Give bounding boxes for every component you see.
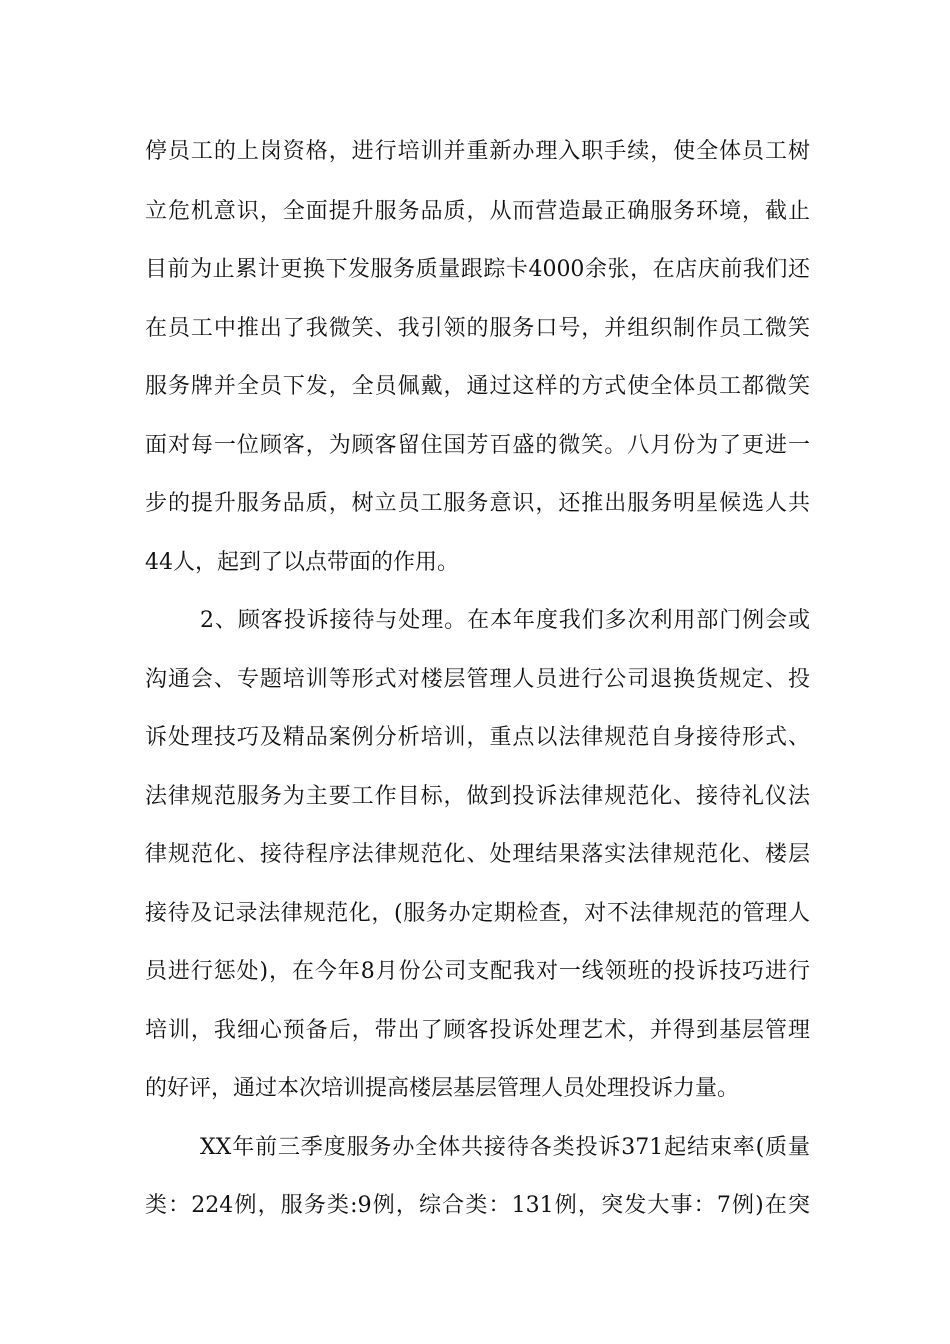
paragraph-1-line-2: 立危机意识，全面提升服务品质，从而营造最正确服务环境，截止 [145, 199, 810, 224]
paragraph-2-line-8: 培训，我细心预备后，带出了顾客投诉处理艺术，并得到基层管理 [145, 1018, 810, 1043]
paragraph-3-line-2: 类：224例，服务类:9例，综合类：131例，突发大事：7例)在突 [145, 1193, 810, 1218]
paragraph-1-line-4: 在员工中推出了我微笑、我引领的服务口号，并组织制作员工微笑 [145, 316, 810, 341]
paragraph-2-line-2: 沟通会、专题培训等形式对楼层管理人员进行公司退换货规定、投 [145, 667, 810, 692]
paragraph-2-line-5: 律规范化、接待程序法律规范化、处理结果落实法律规范化、楼层 [145, 842, 810, 867]
paragraph-2-line-9: 的好评，通过本次培训提高楼层基层管理人员处理投诉力量。 [145, 1076, 740, 1101]
paragraph-2-line-3: 诉处理技巧及精品案例分析培训，重点以法律规范自身接待形式、 [145, 725, 810, 750]
paragraph-1-line-8: 44人，起到了以点带面的作用。 [145, 550, 459, 575]
paragraph-1-line-5: 服务牌并全员下发，全员佩戴，通过这样的方式使全体员工都微笑 [145, 374, 810, 399]
paragraph-2-line-7: 员进行惩处)，在今年8月份公司支配我对一线领班的投诉技巧进行 [145, 959, 810, 984]
paragraph-2-line-4: 法律规范服务为主要工作目标，做到投诉法律规范化、接待礼仪法 [145, 784, 810, 809]
paragraph-3-line-1: XX年前三季度服务办全体共接待各类投诉371起结束率(质量 [200, 1135, 810, 1160]
paragraph-1-line-6: 面对每一位顾客，为顾客留住国芳百盛的微笑。八月份为了更进一 [145, 433, 810, 458]
paragraph-1-line-3: 目前为止累计更换下发服务质量跟踪卡4000余张，在店庆前我们还 [145, 257, 810, 282]
paragraph-1-line-1: 停员工的上岗资格，进行培训并重新办理入职手续，使全体员工树 [145, 139, 810, 164]
paragraph-2-line-6: 接待及记录法律规范化，(服务办定期检查，对不法律规范的管理人 [145, 901, 810, 926]
paragraph-2-line-1: 2、顾客投诉接待与处理。在本年度我们多次利用部门例会或 [200, 608, 810, 633]
paragraph-1-line-7: 步的提升服务品质，树立员工服务意识，还推出服务明星候选人共 [145, 491, 810, 516]
